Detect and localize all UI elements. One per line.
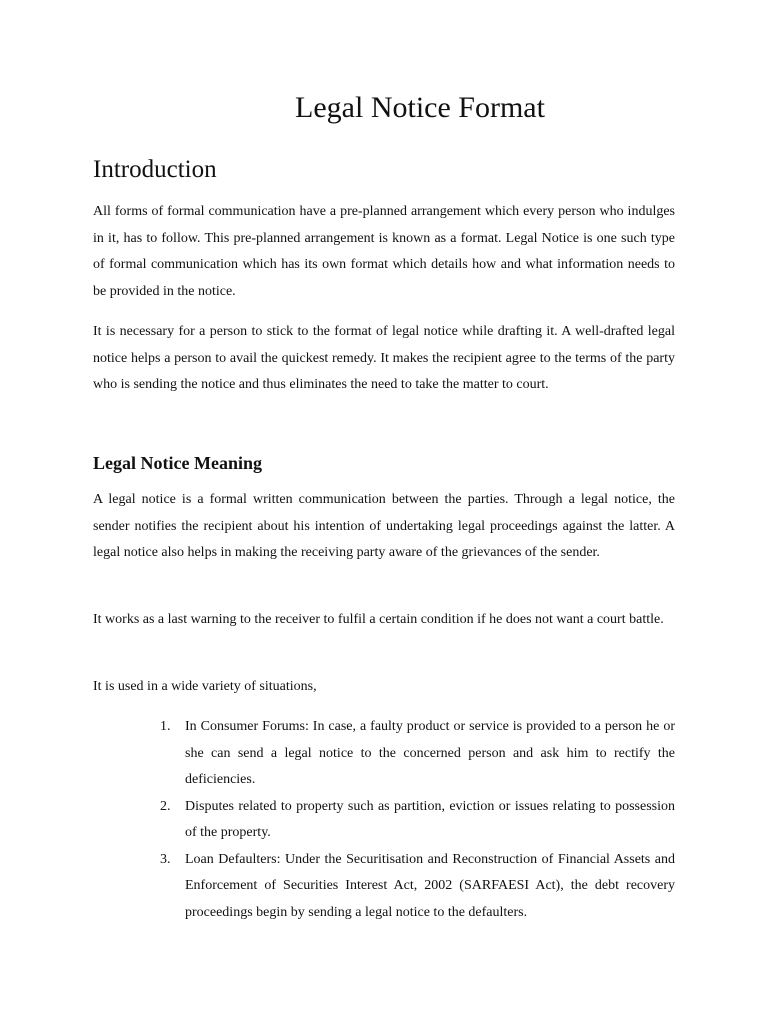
introduction-paragraph: All forms of formal communication have a pre-planned arrangement which every person who indulges in it, has to follow. This pre-planned arrangement is known as a format. Legal Notice is one such type of formal communication which has its own format which details how and what information needs to be provided in the notice. xyxy=(93,204,675,299)
list-item-number: 2. xyxy=(160,798,171,814)
section-heading-introduction: Introduction xyxy=(93,156,217,183)
list-item-text: Loan Defaulters: Under the Securitisation and Reconstruction of Financial Assets and Enforcement of Securities Interest Act, 2002 (SARFAESI Act), the debt recovery proceedings begin by sending a legal notice to the defaulters. xyxy=(185,851,675,920)
situations-list xyxy=(160,714,675,926)
list-item xyxy=(160,714,675,794)
meaning-paragraph: It works as a last warning to the receiver to fulfil a certain condition if he does not want a court battle. xyxy=(93,612,664,627)
meaning-paragraph: It is used in a wide variety of situations, xyxy=(93,679,317,694)
list-item-text: In Consumer Forums: In case, a faulty product or service is provided to a person he or she can send a legal notice to the concerned person and ask him to rectify the deficiencies. xyxy=(185,719,675,787)
list-item-number: 3. xyxy=(160,851,171,867)
list-item-number: 1. xyxy=(160,719,171,734)
meaning-paragraph: A legal notice is a formal written communication between the parties. Through a legal notice, the sender notifies the recipient about his intention of undertaking legal proceedings against the latter. A legal notice also helps in making the receiving party aware of the grievances of the sender. xyxy=(93,492,675,560)
list-item xyxy=(160,847,675,927)
section-heading-legal-notice-meaning: Legal Notice Meaning xyxy=(93,453,262,473)
introduction-paragraph: It is necessary for a person to stick to the format of legal notice while drafting it. A well-drafted legal notice helps a person to avail the quickest remedy. It makes the recipient agree to the terms of the party who is sending the notice and thus eliminates the need to take the matter to court. xyxy=(93,324,675,392)
list-item-text: Disputes related to property such as partition, eviction or issues relating to possession of the property. xyxy=(185,798,675,840)
document-title: Legal Notice Format xyxy=(295,91,545,124)
list-item xyxy=(160,794,675,847)
